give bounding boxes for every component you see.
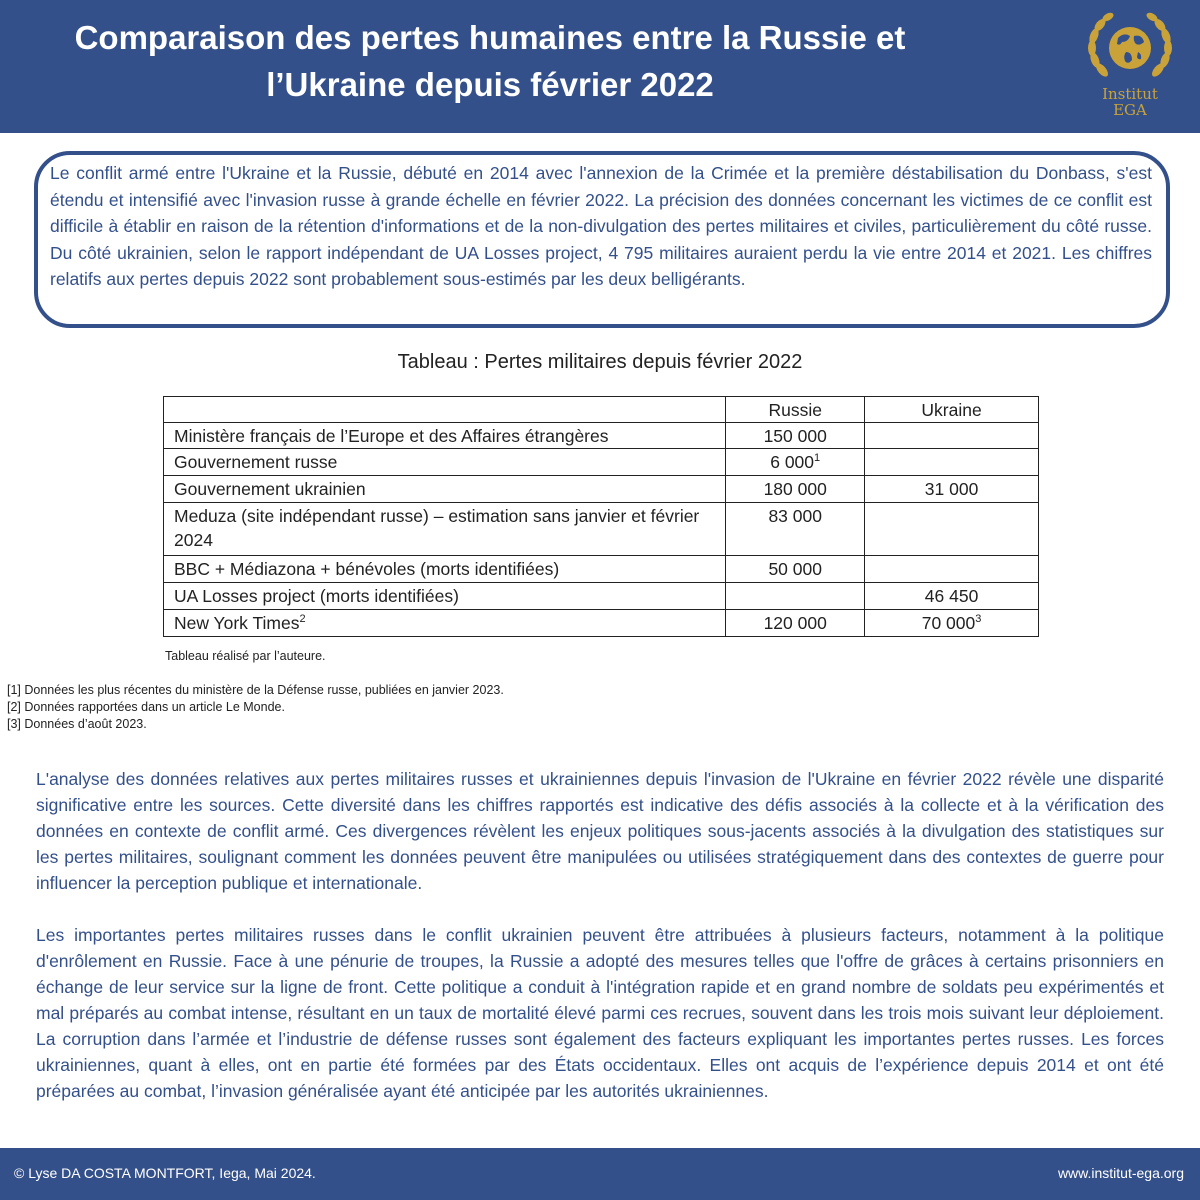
cell-russia [726,556,865,583]
cell-russia [726,476,865,503]
table-row [164,423,1039,449]
cell-ukraine [865,449,1039,476]
header-source [164,397,726,423]
header-ukraine: Ukraine [865,397,1039,423]
cell-russia-value: 180 000 [763,479,827,499]
footer-website-link[interactable]: www.institut-ega.org [1057,1165,1184,1181]
footer-copyright: © Lyse DA COSTA MONTFORT, Iega, Mai 2024. [14,1165,316,1181]
table-body [164,423,1039,637]
laurel-globe-icon [1082,8,1178,88]
cell-source-value: Ministère français de l’Europe et des Affaires étrangères [174,426,609,446]
footnote-1: [1] Données les plus récentes du ministère de la Défense russe, publiées en janvier 2023. [7,683,504,697]
cell-source [164,449,726,476]
cell-russia-value: 50 000 [768,559,822,579]
footnote-ref: 3 [975,613,982,626]
cell-source [164,423,726,449]
cell-ukraine-value: 31 000 [924,479,979,499]
cell-russia [726,503,865,556]
analysis-paragraph-1: L'analyse des données relatives aux pertes militaires russes et ukrainiennes depuis l'invasion de l'Ukraine en février 2022 révèle une disparité significative entre les sources. Cette diversité dans les chiffres rapportés est indicative des défis associés à la collecte et à la vérification des données en contexte de conflit armé. Ces divergences révèlent les enjeux politiques sous-jacents associés à la divulgation des statistiques sur les pertes militaires, soulignant comment les données peuvent être manipulées ou utilisées stratégiquement dans des contextes de guerre pour influencer la perception publique et internationale. [36,769,1164,893]
cell-russia [726,423,865,449]
header-banner [0,0,1200,133]
table-row [164,610,1039,637]
footnote-ref: 1 [814,452,821,465]
cell-ukraine [865,476,1039,503]
cell-russia [726,610,865,637]
cell-ukraine [865,503,1039,556]
cell-ukraine-value: 46 450 [924,586,979,606]
analysis-paragraph-2: Les importantes pertes militaires russes dans le conflit ukrainien peuvent être attribuées à plusieurs facteurs, notamment à la politique d'enrôlement en Russie. Face à une pénurie de troupes, la Russie a adopté des mesures telles que l'offre de grâces à certains prisonniers en échange de leur service sur la ligne de front. Cette politique a conduit à l'intégration rapide et en grand nombre de soldats peu expérimentés et mal préparés au combat intense, résultant en un taux de mortalité élevé parmi ces recrues, souvent dans les trois mois suivant leur déploiement. La corruption dans l’armée et l’industrie de défense russes sont également des facteurs expliquant les importantes pertes russes. Les forces ukrainiennes, quant à elles, ont en partie été formées par des États occidentaux. Elles ont acquis de l’expérience depuis 2014 et ont été préparées au combat, l’invasion généralisée ayant été anticipée par les autorités ukrainiennes. [36,925,1164,1101]
cell-source-value: BBC + Médiazona + bénévoles (morts identifiées) [174,559,560,579]
header-russia: Russie [726,397,865,423]
losses-table [163,396,1039,637]
table-row [164,556,1039,583]
intro-paragraph: Le conflit armé entre l'Ukraine et la Russie, débuté en 2014 avec l'annexion de la Crimée et la première déstabilisation du Donbass, s'est étendu et intensifié avec l'invasion russe à grande échelle en février 2022. La précision des données concernant les victimes de ce conflit est difficile à établir en raison de la rétention d'informations et de la non-divulgation des pertes militaires et civiles, particulièrement du côté russe. Du côté ukrainien, selon le rapport indépendant de UA Losses project, 4 795 militaires auraient perdu la vie entre 2014 et 2021. Les chiffres relatifs aux pertes depuis 2022 sont probablement sous-estimés par les deux belligérants. [50,163,1152,289]
footnote-ref: 2 [299,613,306,626]
cell-russia [726,583,865,610]
cell-source-value: Meduza (site indépendant russe) – estimation sans janvier et février 2024 [174,506,700,550]
cell-russia [726,449,865,476]
table-caption: Tableau : Pertes militaires depuis février 2022 [397,351,803,373]
cell-ukraine [865,423,1039,449]
cell-source [164,503,726,556]
table-row [164,476,1039,503]
institut-ega-logo [1082,8,1178,124]
footnote-2: [2] Données rapportées dans un article Le Monde. [7,700,285,714]
cell-russia-value: 120 000 [763,613,827,633]
cell-source-value: Gouvernement ukrainien [174,479,366,499]
cell-source-value: UA Losses project (morts identifiées) [174,586,459,606]
cell-source [164,476,726,503]
cell-source [164,610,726,637]
cell-russia-value: 150 000 [763,426,827,446]
page-title: Comparaison des pertes humaines entre la Russie et l’Ukraine depuis février 2022 [74,19,906,103]
cell-source [164,583,726,610]
table-note: Tableau réalisé par l’auteure. [165,649,326,663]
cell-russia-value: 6 000 [770,452,815,472]
table-row [164,503,1039,556]
table-row [164,583,1039,610]
cell-ukraine [865,556,1039,583]
cell-source-value: New York Times [174,613,300,633]
cell-source [164,556,726,583]
table-header-row [164,397,1039,423]
cell-ukraine-value: 70 000 [921,613,976,633]
logo-text-ega: EGA [1113,101,1147,119]
cell-ukraine [865,610,1039,637]
footnote-3: [3] Données d’août 2023. [7,717,147,731]
table-row [164,449,1039,476]
cell-source-value: Gouvernement russe [174,452,338,472]
cell-russia-value: 83 000 [768,506,822,526]
footer-banner [0,1148,1200,1200]
footnotes [7,682,504,733]
logo-text-institut: Institut [1102,85,1158,103]
cell-ukraine [865,583,1039,610]
